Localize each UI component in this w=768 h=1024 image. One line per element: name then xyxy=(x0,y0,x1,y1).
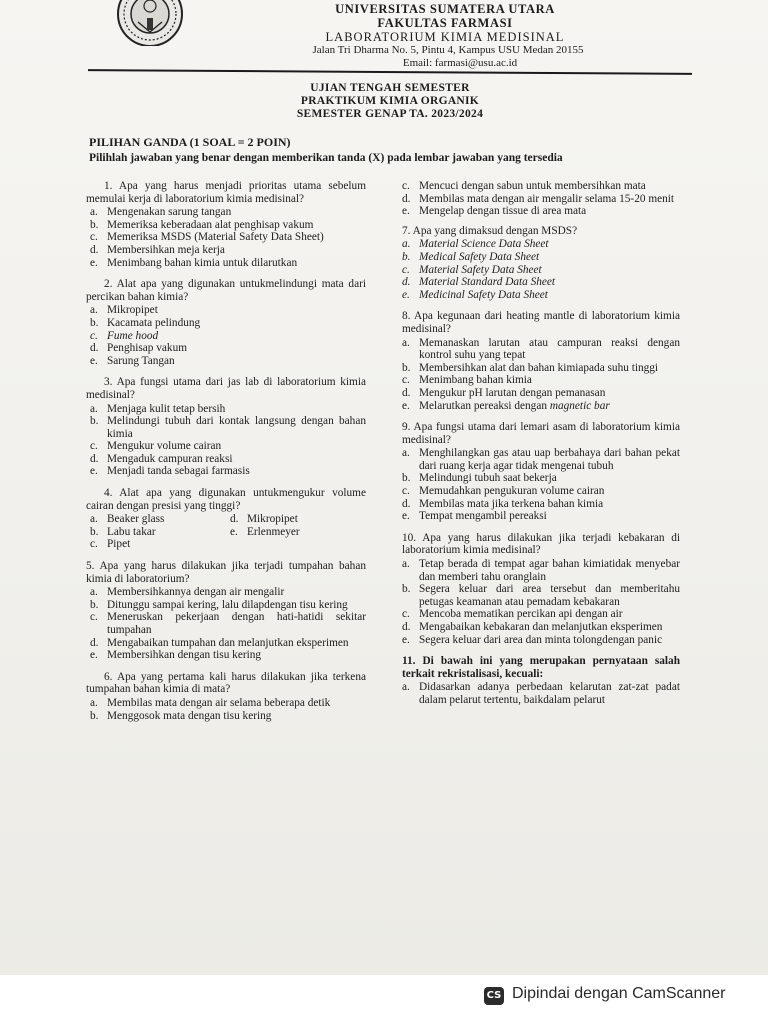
options-grid xyxy=(86,513,366,551)
option-b: b. Segera keluar dari area tersebut dan memberitahu petugas keamanan atau pemadam kebakaran xyxy=(402,583,680,608)
option-d: d. Mengabaikan tumpahan dan melanjutkan eksperimen xyxy=(90,636,349,649)
option-c: c. Memeriksa MSDS (Material Safety Data Sheet) xyxy=(90,231,324,244)
option-e: e. Segera keluar dari area dan minta tolongdengan panic xyxy=(402,633,663,646)
question-stem: 11. Di bawah ini yang merupakan pernyataan salah terkait rekristalisasi, kecuali: xyxy=(402,655,680,680)
question-stem: 2. Alat apa yang digunakan untukmelindungi mata dari percikan bahan kimia? xyxy=(86,278,366,303)
option-b: b. Memeriksa keberadaan alat penghisap vakum xyxy=(90,218,314,231)
option-c: c. Mengukur volume cairan xyxy=(90,440,222,453)
camscanner-logo-icon: CS xyxy=(484,987,504,1005)
option-c: c. Meneruskan pekerjaan dengan hati-hatidi sekitar tumpahan xyxy=(90,611,366,636)
option-a: a. Beaker glass xyxy=(90,513,165,526)
option-a: a. Didasarkan adanya perbedaan kelarutan zat-zat padat dalam pelarut tertentu, baikdalam pelarut xyxy=(402,681,680,706)
option-c: c. Memudahkan pengukuran volume cairan xyxy=(402,485,605,498)
option-a: a. Tetap berada di tempat agar bahan kimiatidak menyebar dan memberi tahu oranglain xyxy=(402,558,680,583)
option-c: c. Fume hood xyxy=(90,329,159,342)
option-e: e. Menimbang bahan kimia untuk dilarutkan xyxy=(90,256,298,269)
option-e: e. Tempat mengambil pereaksi xyxy=(402,510,547,523)
option-b: b. Labu takar xyxy=(90,525,156,538)
option-e: e. Sarung Tangan xyxy=(90,354,175,367)
option-c: c. Menimbang bahan kimia xyxy=(402,374,532,387)
university-logo-icon xyxy=(116,0,184,46)
question-stem: 3. Apa fungsi utama dari jas lab di laboratorium kimia medisinal? xyxy=(86,376,366,401)
question-stem: 5. Apa yang harus dilakukan jika terjadi tumpahan bahan kimia di laboratorium? xyxy=(86,560,366,585)
option-c: c. Pipet xyxy=(90,538,131,551)
option-b: b. Medical Safety Data Sheet xyxy=(402,250,540,263)
option-b: b. Melindungi tubuh saat bekerja xyxy=(402,472,557,485)
question-7 xyxy=(398,225,680,302)
question-6 xyxy=(86,671,366,722)
option-d: d. Membersihkan meja kerja xyxy=(90,243,225,256)
option-e: e. Medicinal Safety Data Sheet xyxy=(402,288,548,301)
option-c: c. Material Safety Data Sheet xyxy=(402,263,542,276)
question-11 xyxy=(398,655,680,706)
question-stem: 4. Alat apa yang digunakan untukmengukur volume cairan dengan presisi yang tinggi? xyxy=(86,487,366,512)
option-e: e. Melarutkan pereaksi dengan magnetic bar xyxy=(402,399,610,412)
option-e: e. Menjadi tanda sebagai farmasis xyxy=(90,465,250,478)
camscanner-watermark: Dipindai dengan CamScanner xyxy=(512,985,726,1002)
faculty-name: FAKULTAS FARMASI xyxy=(377,16,513,30)
section-title: PILIHAN GANDA (1 SOAL = 2 POIN) xyxy=(89,135,291,149)
right-column xyxy=(398,180,680,716)
option-d: d. Mengukur pH larutan dengan pemanasan xyxy=(402,386,606,399)
question-4 xyxy=(86,487,366,551)
option-a: a. Menjaga kulit tetap bersih xyxy=(90,402,226,415)
question-5 xyxy=(86,560,366,662)
option-d: d. Mengaduk campuran reaksi xyxy=(90,452,233,465)
option-d: d. Membilas mata jika terkena bahan kimia xyxy=(402,497,604,510)
option-e: e. Erlenmeyer xyxy=(230,525,300,538)
question-8 xyxy=(398,310,680,412)
question-10 xyxy=(398,532,680,646)
option-a: a. Menghilangkan gas atau uap berbahaya dari bahan pekat dari ruang kerja agar tidak mengenai tubuh xyxy=(402,447,680,472)
option-c: c. Mencoba mematikan percikan api dengan air xyxy=(402,608,623,621)
option-d: d. Mikropipet xyxy=(230,513,298,526)
question-1 xyxy=(86,180,366,269)
option-b: b. Melindungi tubuh dari kontak langsung dengan bahan kimia xyxy=(90,415,366,440)
question-stem: 10. Apa yang harus dilakukan jika terjadi kebakaran di laboratorium kimia medisinal? xyxy=(402,531,680,557)
option-d: d. Penghisap vakum xyxy=(90,342,188,355)
left-column xyxy=(86,180,366,731)
option-d: d. Membilas mata dengan air mengalir selama 15-20 menit xyxy=(402,192,675,205)
question-3 xyxy=(86,376,366,478)
question-stem: 6. Apa yang pertama kali harus dilakukan jika terkena tumpahan bahan kimia di mata? xyxy=(86,670,366,696)
course-title: PRAKTIKUM KIMIA ORGANIK xyxy=(300,95,480,107)
option-a: a. Material Science Data Sheet xyxy=(402,238,549,251)
option-b: b. Membersihkan alat dan bahan kimiapada suhu tinggi xyxy=(402,361,659,374)
option-e: e. Mengelap dengan tissue di area mata xyxy=(402,205,587,218)
header-divider xyxy=(88,69,692,75)
option-a: a. Mikropipet xyxy=(90,304,158,317)
option-a: a. Mengenakan sarung tangan xyxy=(90,206,232,219)
question-6-continued xyxy=(398,180,680,218)
option-d: d. Material Standard Data Sheet xyxy=(402,276,556,289)
option-b: b. Ditunggu sampai kering, lalu dilapdengan tisu kering xyxy=(90,598,348,611)
option-b: b. Kacamata pelindung xyxy=(90,316,201,329)
question-2 xyxy=(86,278,366,367)
option-e: e. Membersihkan dengan tisu kering xyxy=(90,649,262,662)
question-stem: 1. Apa yang harus menjadi prioritas utama sebelum memulai kerja di laboratorium kimia medisinal? xyxy=(86,180,366,205)
question-9 xyxy=(398,421,680,523)
university-name: UNIVERSITAS SUMATERA UTARA xyxy=(335,2,555,16)
question-stem: 8. Apa kegunaan dari heating mantle di laboratorium kimia medisinal? xyxy=(402,310,680,335)
question-stem: 7. Apa yang dimaksud dengan MSDS? xyxy=(402,224,578,237)
option-a: a. Memanaskan larutan atau campuran reaksi dengan kontrol suhu yang tepat xyxy=(402,336,680,362)
question-stem: 9. Apa fungsi utama dari lemari asam di laboratorium kimia medisinal? xyxy=(402,421,680,446)
address: Jalan Tri Dharma No. 5, Pintu 4, Kampus USU Medan 20155 xyxy=(312,44,584,56)
option-d: d. Mengabaikan kebakaran dan melanjutkan eksperimen xyxy=(402,621,663,633)
email: Email: farmasi@usu.ac.id xyxy=(402,57,518,69)
option-b: b. Menggosok mata dengan tisu kering xyxy=(90,709,272,722)
exam-title: UJIAN TENGAH SEMESTER xyxy=(310,82,470,94)
semester-title: SEMESTER GENAP TA. 2023/2024 xyxy=(296,108,484,120)
option-c: c. Mencuci dengan sabun untuk membersihkan mata xyxy=(402,180,646,192)
option-a: a. Membersihkannya dengan air mengalir xyxy=(90,586,285,599)
option-a: a. Membilas mata dengan air selama beberapa detik xyxy=(90,696,331,709)
instructions: Pilihlah jawaban yang benar dengan memberikan tanda (X) pada lembar jawaban yang tersedia xyxy=(89,152,563,164)
lab-name: LABORATORIUM KIMIA MEDISINAL xyxy=(325,30,565,44)
